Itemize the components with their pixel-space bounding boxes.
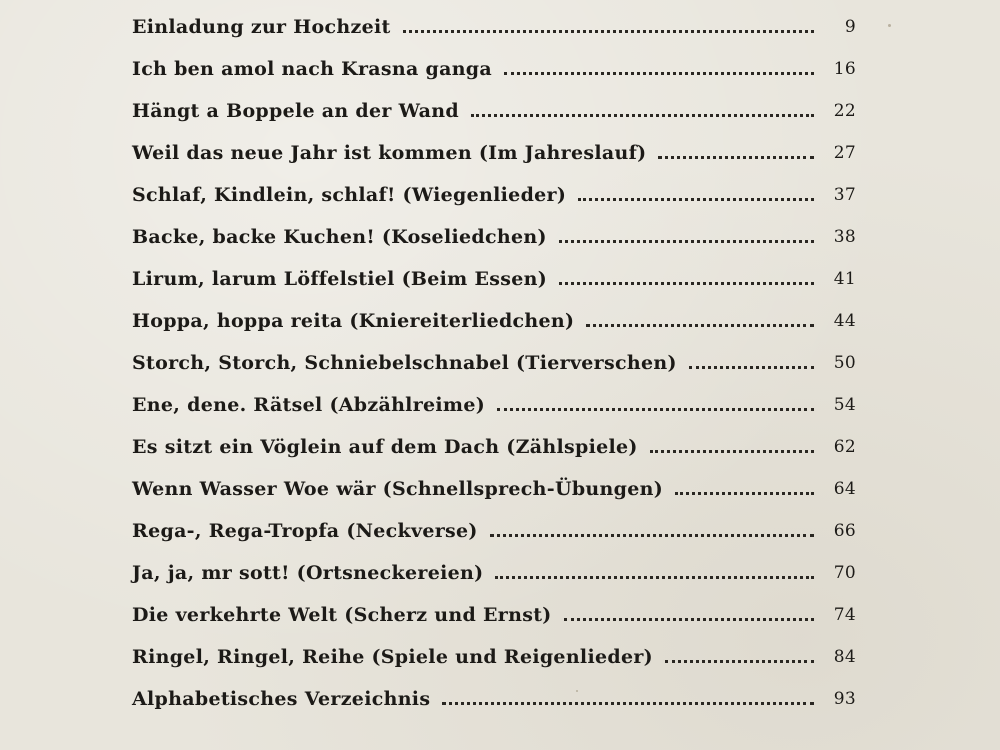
entry-title: Schlaf, Kindlein, schlaf! (Wiegenlieder): [132, 184, 567, 206]
dot-leader: [564, 618, 814, 621]
entry-title: Es sitzt ein Vöglein auf dem Dach (Zählspiele): [132, 436, 638, 458]
toc-entry: [132, 220, 856, 248]
entry-page-number: 38: [833, 227, 856, 247]
entry-page-number: 84: [833, 647, 856, 667]
toc-entry: [132, 94, 856, 122]
entry-page-number: 44: [833, 311, 856, 331]
entry-title: Backe, backe Kuchen! (Koseliedchen): [132, 226, 547, 248]
entry-page-number: 27: [833, 143, 856, 163]
entry-page-number: 54: [833, 395, 856, 415]
dot-leader: [689, 366, 814, 369]
entry-title: Wenn Wasser Woe wär (Schnellsprech-Übungen): [132, 478, 664, 500]
dot-leader: [578, 198, 814, 201]
toc-entry: [132, 472, 856, 500]
entry-page-number: 66: [833, 521, 856, 541]
entry-title: Storch, Storch, Schniebelschnabel (Tierverschen): [132, 352, 677, 374]
entry-page-number: 41: [833, 269, 856, 289]
dot-leader: [504, 72, 814, 75]
toc-entry: [132, 136, 856, 164]
entry-title: Ene, dene. Rätsel (Abzählreime): [132, 394, 485, 416]
dot-leader: [658, 156, 814, 159]
toc-entry: [132, 514, 856, 542]
entry-title: Weil das neue Jahr ist kommen (Im Jahreslauf): [132, 142, 647, 164]
dot-leader: [495, 576, 814, 579]
dot-leader: [471, 114, 814, 117]
toc-entry: [132, 52, 856, 80]
entry-page-number: 37: [833, 185, 856, 205]
dot-leader: [559, 282, 814, 285]
entry-page-number: 9: [844, 17, 856, 37]
dot-leader: [650, 450, 814, 453]
entry-title: Hängt a Boppele an der Wand: [132, 100, 459, 122]
entry-title: Hoppa, hoppa reita (Kniereiterliedchen): [132, 310, 575, 332]
dot-leader: [490, 534, 814, 537]
entry-title: Ringel, Ringel, Reihe (Spiele und Reigenlieder): [132, 646, 653, 668]
entry-title: Ich ben amol nach Krasna ganga: [132, 58, 493, 80]
paper-speck: [888, 24, 891, 27]
toc-entry: [132, 178, 856, 206]
toc-entry: [132, 346, 856, 374]
dot-leader: [403, 30, 814, 33]
entry-page-number: 16: [833, 59, 856, 79]
toc-entry: [132, 682, 856, 710]
entry-title: Die verkehrte Welt (Scherz und Ernst): [132, 604, 552, 626]
toc-entry: [132, 304, 856, 332]
entry-page-number: 64: [833, 479, 856, 499]
toc-entry: [132, 388, 856, 416]
entry-page-number: 22: [833, 101, 856, 121]
entry-title: Alphabetisches Verzeichnis: [132, 688, 431, 710]
dot-leader: [675, 492, 814, 495]
dot-leader: [586, 324, 814, 327]
entry-page-number: 93: [833, 689, 856, 709]
toc-entry: [132, 430, 856, 458]
entry-title: Ja, ja, mr sott! (Ortsneckereien): [132, 562, 484, 584]
toc-entry: [132, 556, 856, 584]
dot-leader: [665, 660, 814, 663]
dot-leader: [442, 702, 814, 705]
toc-entry: [132, 262, 856, 290]
entry-page-number: 70: [833, 563, 856, 583]
entry-page-number: 62: [833, 437, 856, 457]
entry-page-number: 74: [833, 605, 856, 625]
toc-entry: [132, 598, 856, 626]
toc-entry: [132, 10, 856, 38]
dot-leader: [559, 240, 814, 243]
dot-leader: [497, 408, 814, 411]
entry-title: Rega-, Rega-Tropfa (Neckverse): [132, 520, 478, 542]
entry-title: Lirum, larum Löffelstiel (Beim Essen): [132, 268, 548, 290]
toc-entry: [132, 640, 856, 668]
entry-title: Einladung zur Hochzeit: [132, 16, 391, 38]
entry-page-number: 50: [833, 353, 856, 373]
